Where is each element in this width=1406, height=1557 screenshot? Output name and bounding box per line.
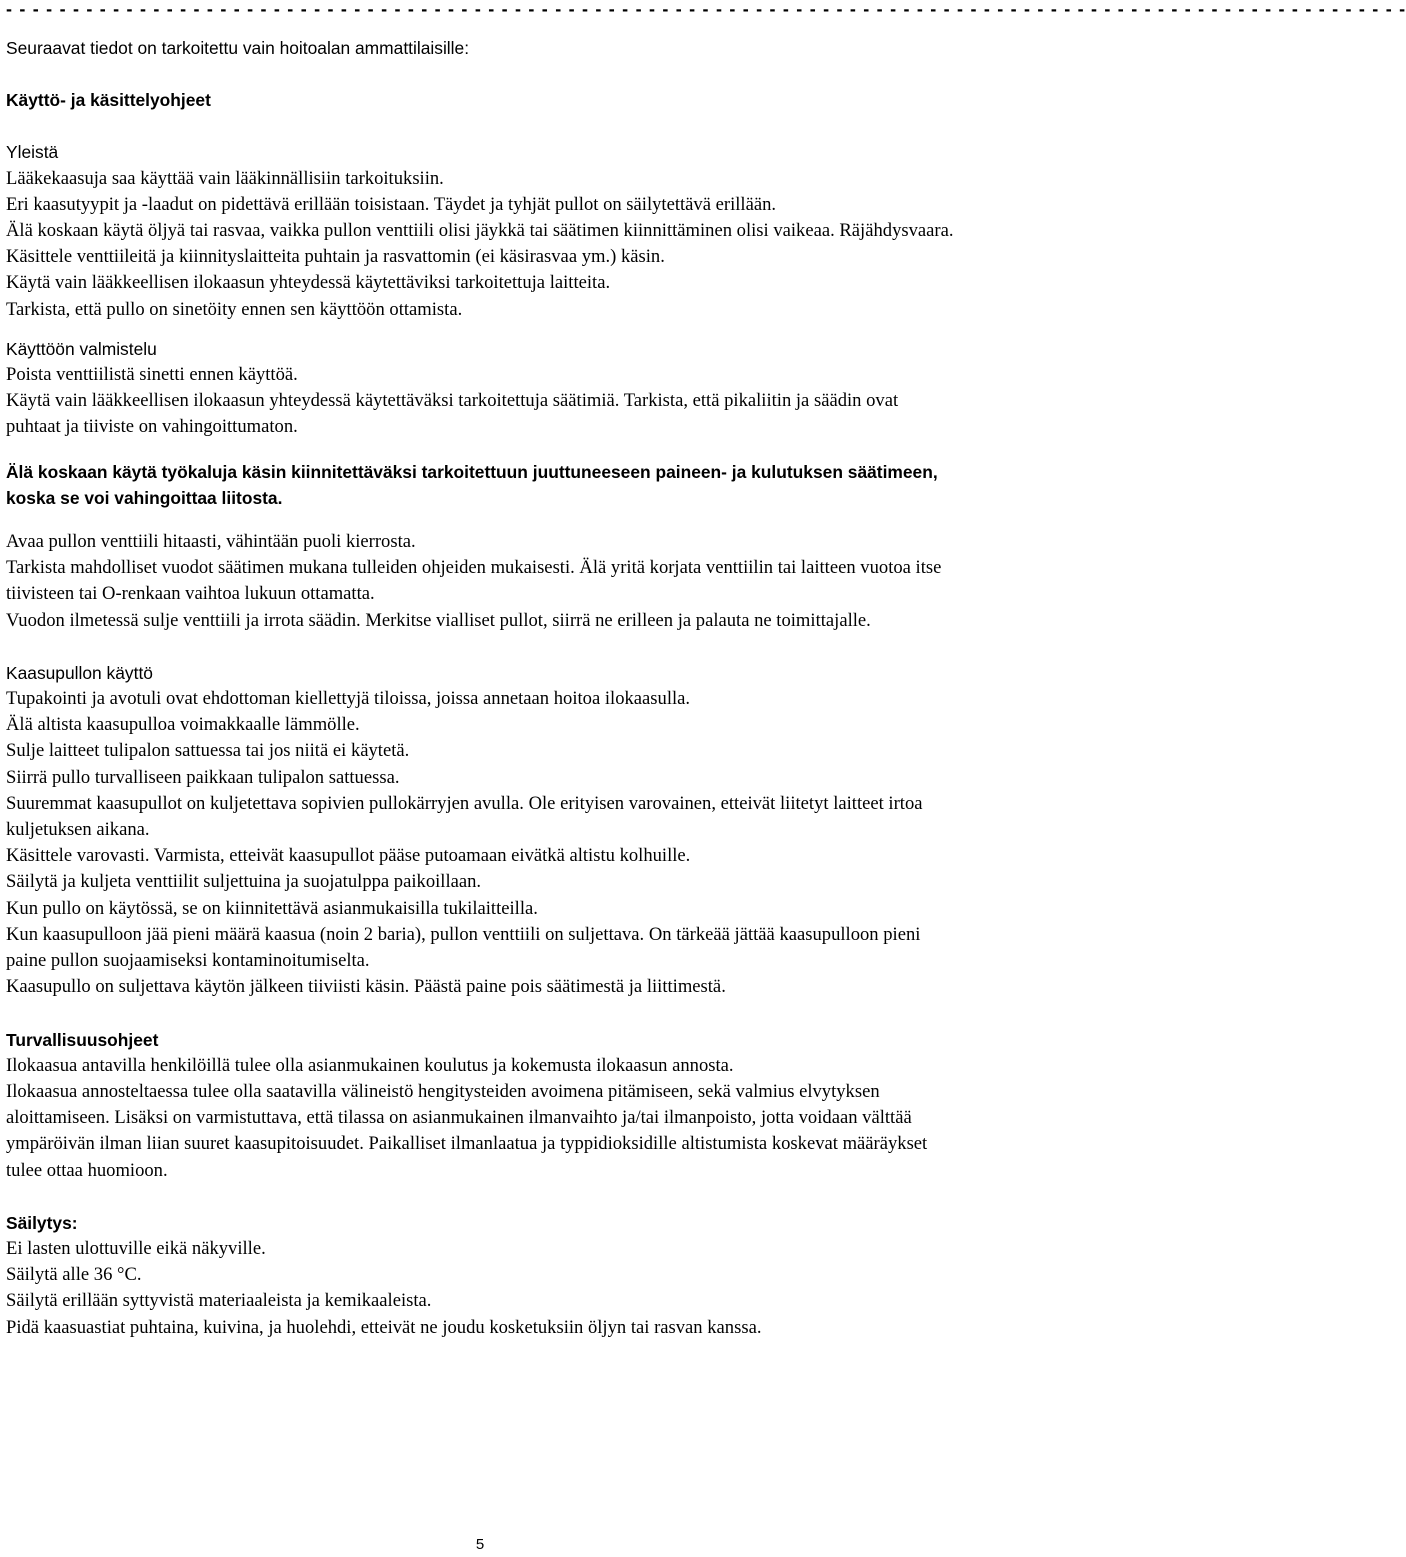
section-storage-title: Säilytys: (6, 1212, 78, 1233)
general-line: Lääkekaasuja saa käyttää vain lääkinnällisiin tarkoituksiin. (6, 167, 444, 189)
cylinder-use-line: Käsittele varovasti. Varmista, etteivät kaasupullot pääse putoamaan eivätkä altistu kolhuille. (6, 845, 691, 867)
section-cylinder-use-title: Kaasupullon käyttö (6, 662, 153, 683)
safety-line: Ilokaasua annosteltaessa tulee olla saatavilla välineistö hengitysteiden avoimena pitämiseen, sekä valmius elvytyksen aloittamiseen. Lisäksi on varmistuttava, että tilassa on asianmukainen ilmanvaihto ja/tai ilmanpoisto, jotta voidaan välttää ympäröivän ilman liian suuret kaasupitoisuudet. Paikalliset ilmanlaatua ja typpidioksidille altistumista koskevat määräykset tulee ottaa huomioon. (6, 1080, 928, 1181)
cylinder-use-line: Tupakointi ja avotuli ovat ehdottoman kiellettyjä tiloissa, joissa annetaan hoitoa ilokaasulla. (6, 688, 691, 710)
section-preparation-title: Käyttöön valmistelu (6, 338, 157, 359)
intro-text: Seuraavat tiedot on tarkoitettu vain hoitoalan ammattilaisille: (6, 38, 470, 58)
open-valve-line: Vuodon ilmetessä sulje venttiili ja irrota säädin. Merkitse vialliset pullot, siirrä ne erilleen ja palauta ne toimittajalle. (6, 609, 871, 631)
open-valve-line: Avaa pullon venttiili hitaasti, vähintään puoli kierrosta. (6, 531, 416, 553)
section-open-valve (6, 529, 954, 634)
section-storage (6, 1210, 954, 1341)
storage-line: Säilytä erillään syttyvistä materiaaleista ja kemikaaleista. (6, 1290, 432, 1312)
cylinder-use-line: Älä altista kaasupulloa voimakkaalle lämmölle. (6, 714, 360, 736)
section-safety (6, 1027, 954, 1184)
cylinder-use-line: Säilytä ja kuljeta venttiilit suljettuina ja suojatulppa paikoillaan. (6, 871, 482, 893)
section-cylinder-use (6, 660, 954, 1001)
heading-usage-instructions: Käyttö- ja käsittelyohjeet (6, 90, 211, 111)
storage-line: Ei lasten ulottuville eikä näkyville. (6, 1237, 266, 1259)
general-line: Tarkista, että pullo on sinetöity ennen sen käyttöön ottamista. (6, 298, 463, 320)
cylinder-use-line: Kun pullo on käytössä, se on kiinnitettävä asianmukaisilla tukilaitteilla. (6, 897, 538, 919)
general-line: Eri kaasutyypit ja -laadut on pidettävä erillään toisistaan. Täydet ja tyhjät pullot on säilytettävä erillään. (6, 193, 777, 215)
document-body (6, 35, 954, 1341)
preparation-line: Poista venttiilistä sinetti ennen käyttöä. (6, 364, 298, 386)
general-line: Älä koskaan käytä öljyä tai rasvaa, vaikka pullon venttiili olisi jäykkä tai säätimen kiinnittäminen olisi vaikeaa. Räjähdysvaara. Käsittele venttiileitä ja kiinnityslaitteita puhtain ja rasvattomin (ei käsirasvaa ym.) käsin. (6, 220, 954, 268)
section-preparation (6, 336, 954, 441)
section-safety-title: Turvallisuusohjeet (6, 1029, 159, 1050)
preparation-line: Käytä vain lääkkeellisen ilokaasun yhteydessä käytettäväksi tarkoitettuja säätimiä. Tarkista, että pikaliitin ja säädin ovat puhtaat ja tiiviste on vahingoittumaton. (6, 390, 899, 438)
header-dash-rule: - - - - - - - - - - - - - - - - - - - - - - - - - - - - - - - - - - - - - - - - - - - - - - - - - - - - - - - - - - - - - - - - - - - - - - - - - - - - - - - - - - - - - - - - - - - - - - - - - - - - - - - - - (6, 0, 1406, 19)
section-general (6, 139, 954, 322)
cylinder-use-line: Kaasupullo on suljettava käytön jälkeen tiiviisti käsin. Päästä paine pois säätimestä ja liittimestä. (6, 976, 726, 998)
cylinder-use-line: Siirrä pullo turvalliseen paikkaan tulipalon sattuessa. (6, 766, 400, 788)
safety-line: Ilokaasua antavilla henkilöillä tulee olla asianmukainen koulutus ja kokemusta ilokaasun annosta. (6, 1054, 734, 1076)
cylinder-use-line: Sulje laitteet tulipalon sattuessa tai jos niitä ei käytetä. (6, 740, 410, 762)
cylinder-use-line: Kun kaasupulloon jää pieni määrä kaasua (noin 2 baria), pullon venttiili on suljettava. On tärkeää jättää kaasupulloon pieni paine pullon suojaamiseksi kontaminoitumiselta. (6, 923, 921, 972)
storage-line: Säilytä alle 36 °C. (6, 1264, 142, 1286)
cylinder-use-line: Suuremmat kaasupullot on kuljetettava sopivien pullokärryjen avulla. Ole erityisen varovainen, etteivät liitetyt laitteet irtoa kuljetuksen aikana. (6, 792, 923, 841)
storage-line: Pidä kaasuastiat puhtaina, kuivina, ja huolehdi, etteivät ne joudu kosketuksiin öljyn tai rasvan kanssa. (6, 1316, 762, 1338)
warning-text: Älä koskaan käytä työkaluja käsin kiinnitettäväksi tarkoitettuun juuttuneeseen paineen- ja kulutuksen säätimeen, koska se voi vahingoittaa liitosta. (6, 461, 938, 508)
section-general-title: Yleistä (6, 142, 59, 163)
general-line: Käytä vain lääkkeellisen ilokaasun yhteydessä käytettäviksi tarkoitettuja laitteita. (6, 272, 611, 294)
page-number: 5 (475, 1536, 485, 1553)
open-valve-line: Tarkista mahdolliset vuodot säätimen mukana tulleiden ohjeiden mukaisesti. Älä yritä korjata venttiilin tai laitteen vuotoa itse tiivisteen tai O-renkaan vaihtoa lukuun ottamatta. (6, 557, 942, 605)
